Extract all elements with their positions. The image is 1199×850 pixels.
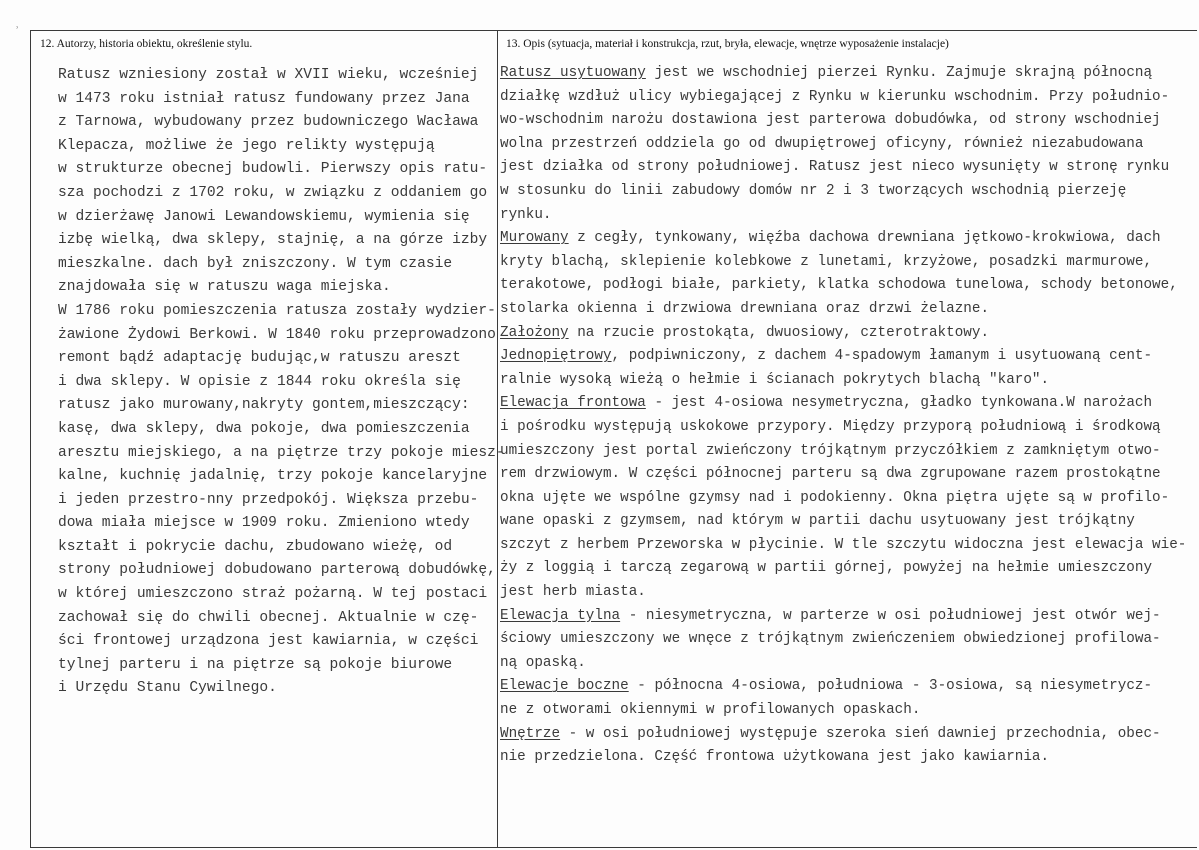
line-text: , podpiwniczony, z dachem 4-spadowym łamanym i usytuowaną cent- xyxy=(611,348,1153,365)
line-text: ży z loggią i tarczą zegarową w partii górnej, powyżej na hełmie umieszczony xyxy=(500,560,1153,577)
text-line: dowa miała miejsce w 1909 roku. Zmieniono wtedy xyxy=(58,515,470,532)
line-text: wane opaski z gzymsem, nad którym w partii dachu usytuowany jest trójkątny xyxy=(500,513,1135,530)
text-line: Ratusz wzniesiony został w XVII wieku, wcześniej xyxy=(58,67,479,83)
text-line xyxy=(500,251,1186,275)
text-line xyxy=(500,133,1186,157)
text-line xyxy=(500,487,1186,511)
text-line xyxy=(500,298,1186,322)
text-line xyxy=(500,416,1186,440)
line-text: w stosunku do linii zabudowy domów nr 2 i 3 tworzących wschodnią pierzeję xyxy=(500,182,1127,199)
text-line xyxy=(500,675,1186,699)
line-text: umieszczony jest portal zwieńczony trójkątnym przyczółkiem z zamkniętym otwo- xyxy=(500,442,1161,459)
line-text: terakotowe, podłogi białe, parkiety, klatka schodowa tunelowa, schody betonowe, xyxy=(500,277,1178,294)
text-line: ratusz jako murowany,nakryty gontem,mieszczący: xyxy=(58,397,470,414)
section-heading: Wnętrze xyxy=(500,725,561,742)
line-text: - w osi południowej występuje szeroka sień dawniej przechodnia, obec- xyxy=(560,725,1161,742)
text-line xyxy=(500,274,1186,298)
text-line xyxy=(500,180,1186,204)
text-line xyxy=(500,628,1186,652)
text-line xyxy=(500,557,1186,581)
description-text xyxy=(500,62,1186,770)
text-line xyxy=(500,345,1186,369)
text-line: remont bądź adaptację budując,w ratuszu areszt xyxy=(58,350,461,367)
text-line xyxy=(500,62,1186,86)
text-line: w której umieszczono straż pożarną. W tej postaci xyxy=(58,586,488,603)
text-line xyxy=(500,204,1186,228)
line-text: - jest 4-osiowa nesymetryczna, gładko tynkowana.W narożach xyxy=(645,395,1153,412)
text-line xyxy=(500,723,1186,747)
text-line: i Urzędu Stanu Cywilnego. xyxy=(58,680,277,697)
section-13-header: 13. Opis (sytuacja, materiał i konstrukcja, rzut, bryła, elewacje, wnętrze wyposażenie instalacje) xyxy=(506,38,949,50)
text-line: w dzierżawę Janowi Lewandowskiemu, wymienia się xyxy=(58,208,470,225)
line-text: stolarka okienna i drzwiowa drewniana oraz drzwi żelazne. xyxy=(500,300,990,317)
line-text: jest herb miasta. xyxy=(500,584,646,601)
section-heading: Ratusz usytuowany xyxy=(500,65,646,81)
section-heading: Założony xyxy=(500,324,569,341)
line-text: wo-wschodnim narożu dostawiona jest parterowa dobudówka, od strony wschodniej xyxy=(500,112,1161,129)
text-line: sza pochodzi z 1702 roku, w związku z oddaniem go xyxy=(58,184,488,201)
text-line: ści frontowej urządzona jest kawiarnia, w części xyxy=(58,633,479,650)
section-heading: Murowany xyxy=(500,230,569,247)
text-line xyxy=(500,463,1186,487)
section-heading: Elewacja tylna xyxy=(500,607,621,624)
text-line xyxy=(500,510,1186,534)
section-12-header: 12. Autorzy, historia obiektu, określenie stylu. xyxy=(40,38,253,50)
line-text: ściowy umieszczony we wnęce z trójkątnym zwieńczeniem obwiedzionej profilowa- xyxy=(500,631,1161,648)
text-line xyxy=(500,605,1186,629)
text-line xyxy=(500,699,1186,723)
text-line: kalne, kuchnię jadalnię, trzy pokoje kancelaryjne xyxy=(58,468,488,485)
text-line: Klepacza, możliwe że jego relikty występują xyxy=(58,137,435,154)
line-text: - niesymetryczna, w parterze w osi południowej jest otwór wej- xyxy=(620,607,1161,624)
text-line xyxy=(500,227,1186,251)
text-line: w strukturze obecnej budowli. Pierwszy opis ratu- xyxy=(58,161,488,178)
text-line: zachował się do chwili obecnej. Aktualnie w czę- xyxy=(58,609,479,626)
text-line: w 1473 roku istniał ratusz fundowany przez Jana xyxy=(58,90,470,107)
line-text: ne z otworami okiennymi w profilowanych opaskach. xyxy=(500,702,921,719)
text-line: żawione Żydowi Berkowi. W 1840 roku przeprowadzono xyxy=(58,326,496,343)
text-line xyxy=(500,322,1186,346)
line-text: kryty blachą, sklepienie kolebkowe z lunetami, krzyżowe, posadzki marmurowe, xyxy=(500,253,1153,270)
text-line xyxy=(500,746,1186,770)
text-line: z Tarnowa, wybudowany przez budowniczego Wacława xyxy=(58,114,479,131)
line-text: na rzucie prostokąta, dwuosiowy, czterotraktowy. xyxy=(568,324,990,341)
line-text: z cegły, tynkowany, więźba dachowa drewniana jętkowo-krokwiowa, dach xyxy=(568,230,1161,247)
corner-mark: ʾ xyxy=(16,26,19,36)
line-text: i pośrodku występują uskokowe przypory. Między przyporą południową i środkową xyxy=(500,418,1161,435)
line-text: działkę wzdłuż ulicy wybiegającej z Rynku w kierunku wschodnim. Przy południo- xyxy=(500,88,1170,105)
line-text: - północna 4-osiowa, południowa - 3-osiowa, są niesymetrycz- xyxy=(628,678,1153,695)
text-line: znajdowała się w ratuszu waga miejska. xyxy=(58,279,391,296)
section-heading: Elewacje boczne xyxy=(500,678,629,695)
text-line xyxy=(500,109,1186,133)
text-line xyxy=(500,581,1186,605)
line-text: ralnie wysoką wieżą o hełmie i ścianach pokrytych blachą "karo". xyxy=(500,371,1050,388)
line-text: jest we wschodniej pierzei Rynku. Zajmuje skrajną północną xyxy=(645,65,1153,81)
text-line: strony południowej dobudowano parterową dobudówkę, xyxy=(58,562,496,579)
text-line xyxy=(500,369,1186,393)
text-line: i jeden przestro-nny przedpokój. Większa przebu- xyxy=(58,491,479,508)
text-line: mieszkalne. dach był zniszczony. W tym czasie xyxy=(58,255,453,272)
text-line: kasę, dwa sklepy, dwa pokoje, dwa pomieszczenia xyxy=(58,420,470,437)
history-text xyxy=(58,64,505,701)
text-line: kształt i pokrycie dachu, zbudowano wieżę, od xyxy=(58,538,453,555)
line-text: szczyt z herbem Przeworska w płycinie. W tle szczytu widoczna jest elewacja wie- xyxy=(500,536,1187,553)
text-line: izbę wielką, dwa sklepy, stajnię, a na górze izby xyxy=(58,232,488,249)
line-text: okna ujęte we wspólne gzymsy nad i podokienny. Okna piętra ujęte są w profilo- xyxy=(500,489,1170,506)
text-line xyxy=(500,652,1186,676)
line-text: ną opaską. xyxy=(500,654,586,671)
text-line xyxy=(500,440,1186,464)
line-text: jest działka od strony południowej. Ratusz jest nieco wysunięty w stronę rynku xyxy=(500,159,1170,176)
section-heading: Jednopiętrowy xyxy=(500,348,612,365)
text-line: W 1786 roku pomieszczenia ratusza zostały wydzier- xyxy=(58,302,496,319)
line-text: wolna przestrzeń oddziela go od dwupiętrowej oficyny, również niezabudowana xyxy=(500,135,1144,152)
text-line: aresztu miejskiego, a na piętrze trzy pokoje miesz- xyxy=(58,444,505,461)
line-text: nie przedzielona. Część frontowa użytkowana jest jako kawiarnia. xyxy=(500,749,1050,766)
text-line xyxy=(500,534,1186,558)
text-line xyxy=(500,156,1186,180)
line-text: rem drzwiowym. W części północnej parteru są dwa zgrupowane razem prostokątne xyxy=(500,466,1161,483)
line-text: rynku. xyxy=(500,206,552,223)
text-line xyxy=(500,392,1186,416)
text-line xyxy=(500,86,1186,110)
section-heading: Elewacja frontowa xyxy=(500,395,646,412)
text-line: tylnej parteru i na piętrze są pokoje biurowe xyxy=(58,656,453,673)
text-line: i dwa sklepy. W opisie z 1844 roku określa się xyxy=(58,373,461,390)
